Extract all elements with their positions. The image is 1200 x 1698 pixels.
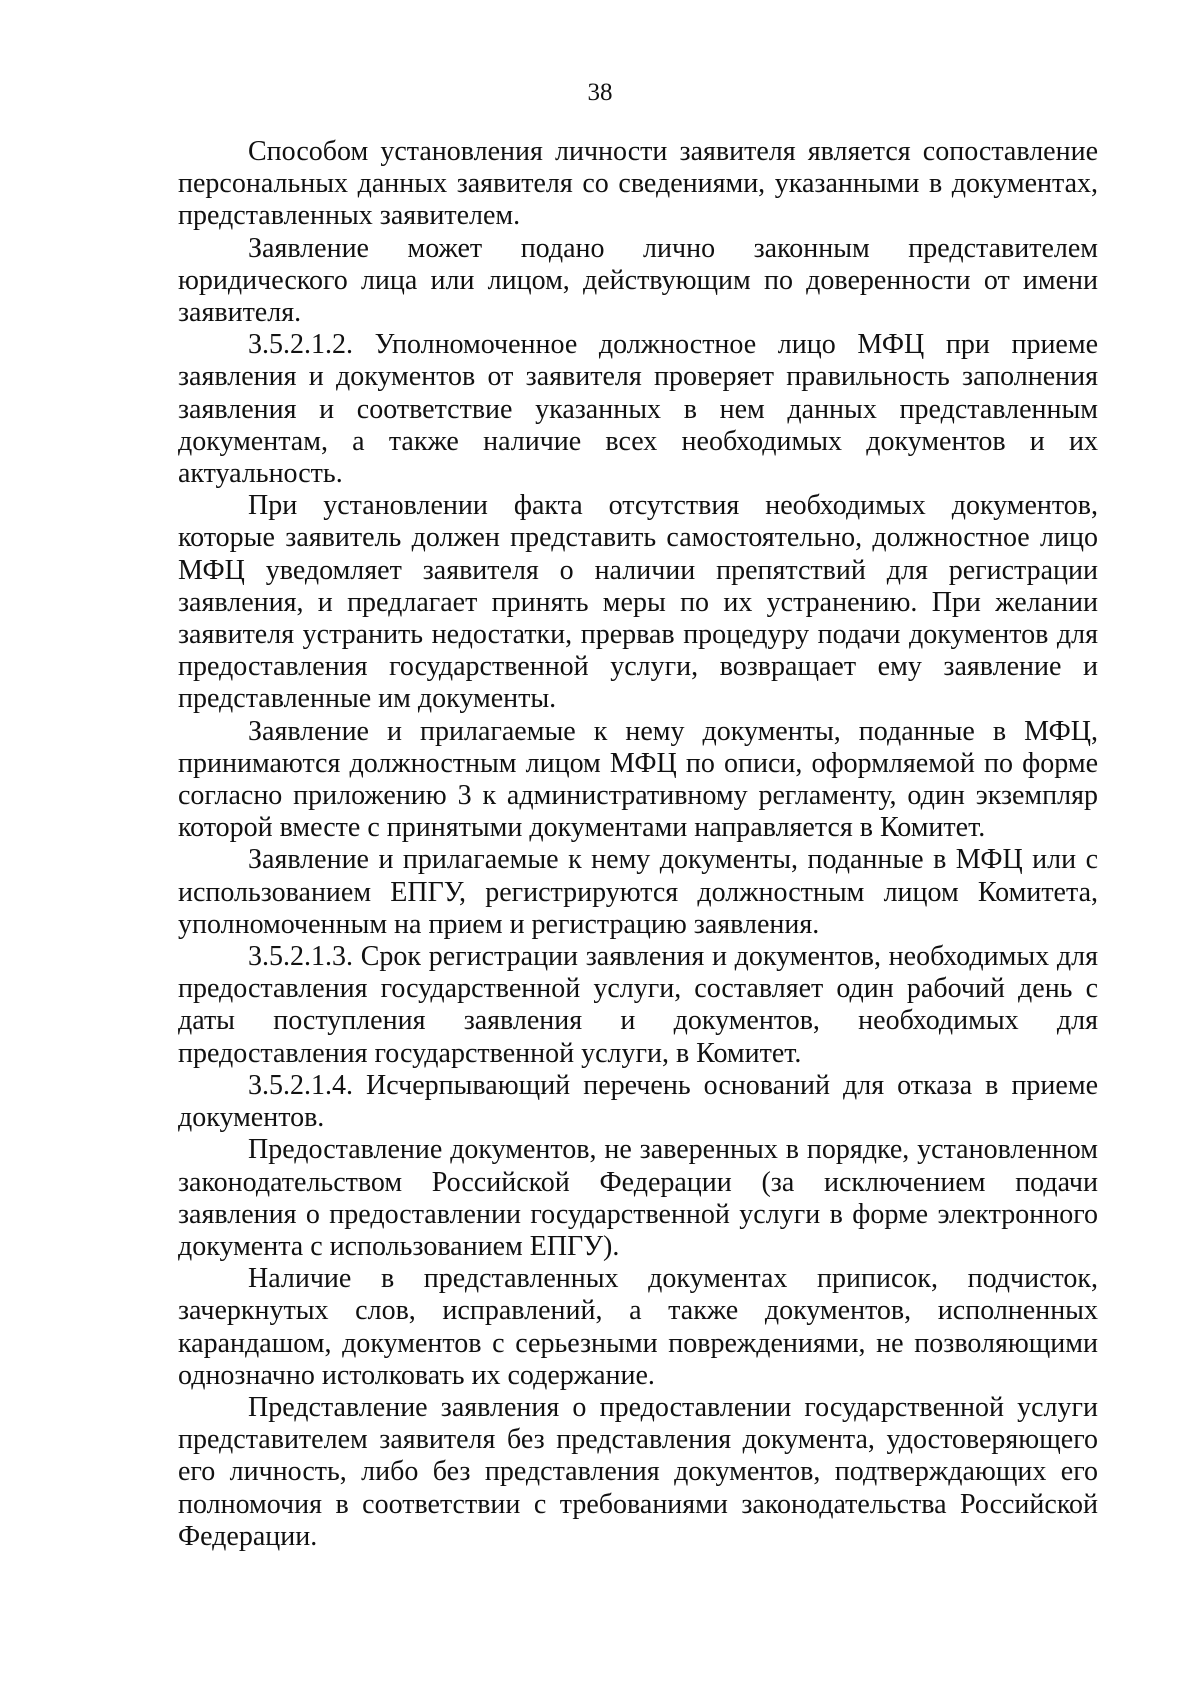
paragraph-refusal-reason-corrections: Наличие в представленных документах приписок, подчисток, зачеркнутых слов, исправлений, а также документов, исполненных карандашом, документов с серьезными повреждениями, не позволяющими однозначно истолковать их содержание. <box>178 1263 1098 1391</box>
paragraph-section-3-5-2-1-3: 3.5.2.1.3. Срок регистрации заявления и документов, необходимых для предоставления государственной услуги, составляет один рабочий день с даты поступления заявления и документов, необходимых для предоставления государственной услуги, в Комитет. <box>178 941 1098 1069</box>
paragraph-identity-verification: Способом установления личности заявителя является сопоставление персональных данных заявителя со сведениями, указанными в документах, представленных заявителем. <box>178 136 1098 232</box>
paragraph-section-3-5-2-1-4: 3.5.2.1.4. Исчерпывающий перечень оснований для отказа в приеме документов. <box>178 1069 1098 1134</box>
page-number: 38 <box>587 79 613 106</box>
paragraph-refusal-reason-uncertified: Предоставление документов, не заверенных в порядке, установленном законодательством Российской Федерации (за исключением подачи заявления о предоставлении государственной услуги в форме электронного документа с использованием ЕПГУ). <box>178 1134 1098 1262</box>
paragraph-mfc-inventory: Заявление и прилагаемые к нему документы, поданные в МФЦ, принимаются должностным лицом МФЦ по описи, оформляемой по форме согласно приложению 3 к административному регламенту, один экземпляр которой вместе с принятыми документами направляется в Комитет. <box>178 715 1098 844</box>
paragraph-refusal-reason-representative: Представление заявления о предоставлении государственной услуги представителем заявителя без представления документа, удостоверяющего его личность, либо без представления документов, подтверждающих его полномочия в соответствии с требованиями законодательства Российской Федерации. <box>178 1391 1098 1552</box>
paragraph-application-submission: Заявление может подано лично законным представителем юридического лица или лицом, действующим по доверенности от имени заявителя. <box>178 232 1098 329</box>
paragraph-missing-documents: При установлении факта отсутствия необходимых документов, которые заявитель должен представить самостоятельно, должностное лицо МФЦ уведомляет заявителя о наличии препятствий для регистрации заявления, и предлагает принять меры по их устранению. При желании заявителя устранить недостатки, прервав процедуру подачи документов для предоставления государственной услуги, возвращает ему заявление и представленные им документы. <box>178 490 1098 715</box>
paragraph-registration-by-committee: Заявление и прилагаемые к нему документы, поданные в МФЦ или с использованием ЕПГУ, регистрируются должностным лицом Комитета, уполномоченным на прием и регистрацию заявления. <box>178 844 1098 940</box>
document-body <box>178 136 1098 1553</box>
paragraph-section-3-5-2-1-2: 3.5.2.1.2. Уполномоченное должностное лицо МФЦ при приеме заявления и документов от заявителя проверяет правильность заполнения заявления и соответствие указанных в нем данных представленным документам, а также наличие всех необходимых документов и их актуальность. <box>178 329 1098 490</box>
